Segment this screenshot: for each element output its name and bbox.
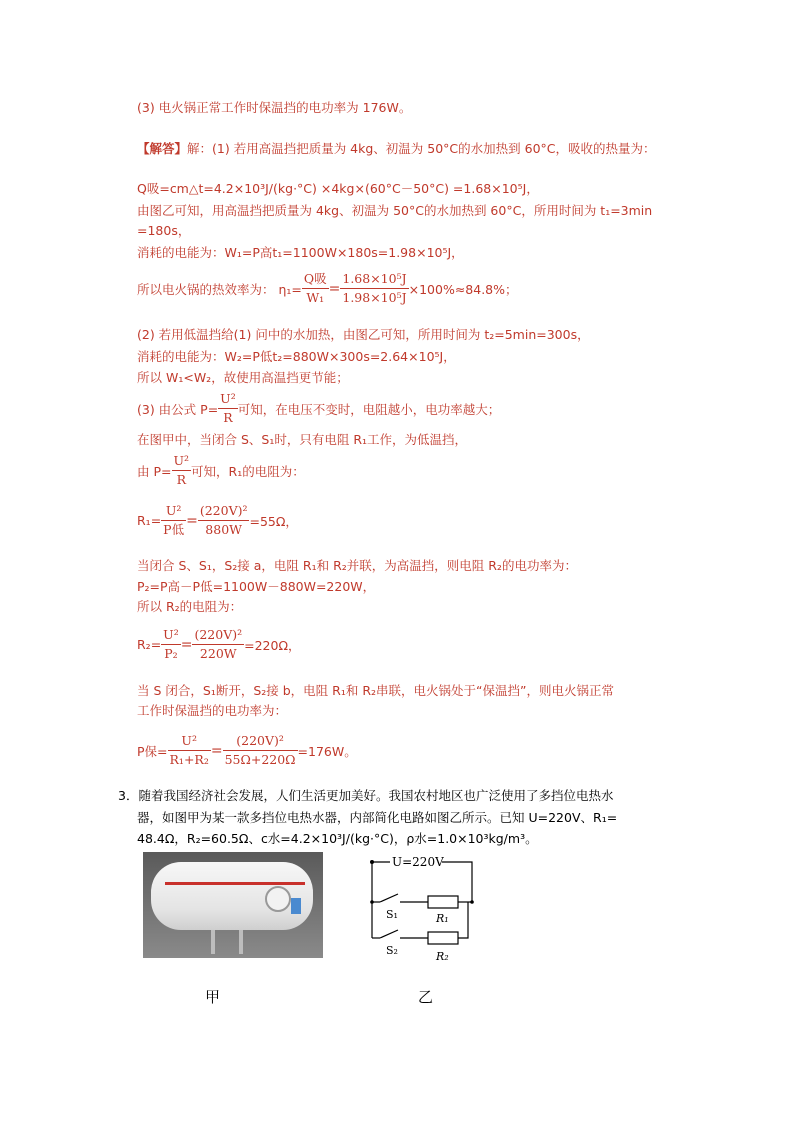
line12-suffix: 可知，R₁的电阻为： [191,463,305,479]
u2: U² [161,626,181,645]
spec-label [291,898,301,914]
r2-equation [137,626,301,663]
r2-prefix: R₂= [137,637,162,652]
pb-suffix: =176W。 [297,743,357,759]
line12-prefix: 由 P= [137,463,172,479]
junction-a [370,900,374,904]
question3-line-3: 48.4Ω，R₂=60.5Ω、c水=4.2×10³J/(kg·°C)，ρ水=1.0×10³kg/m³。 [137,831,538,846]
eta-num-b: 1.68×10⁵J [340,270,408,289]
eta-den-a: W₁ [306,290,325,305]
question3-line-2: 器，如图甲为某一款多挡位电热水器，内部简化电路如图乙所示。已知 U=220V、R₁= [137,810,618,825]
circuit-r2-label: R₂ [436,950,449,963]
answer-line-4: =180s， [137,223,191,238]
r1-den-b: 880W [205,522,243,537]
water-heater-tank [151,862,313,930]
pb-num-b: (220V)² [223,732,298,751]
equals-sign: = [186,512,198,529]
r2-den-b: 220W [199,646,237,661]
item3-conclusion: (3) 电火锅正常工作时保温挡的电功率为 176W。 [137,100,412,115]
efficiency-equation [137,270,518,307]
circuit-u-label: U=220V [392,855,444,869]
pb-fraction-b [223,732,298,769]
circuit-r1-label: R₁ [436,912,449,925]
answer-line-9: 所以 W₁<W₂，故使用高温挡更节能； [137,370,349,385]
equals-sign: = [180,636,193,653]
r: R [176,472,186,487]
r1-den-a: P低 [163,522,185,537]
line10-prefix: (3) 由公式 P= [137,401,219,417]
answer-line-16: 当 S 闭合，S₁断开，S₂接 b，电阻 R₁和 R₂串联，电火锅处于“保温挡”，则电火锅正常 [137,683,614,698]
eta-fraction-b [340,270,408,307]
answer-line-14: P₂=P高－P低=1100W－880W=220W， [137,579,376,594]
r1-num-b: (220V)² [198,502,250,521]
pb-fraction-a [168,732,211,769]
resistor-r2-icon [428,932,458,944]
switch-s1-icon [380,894,398,902]
water-heater-photo [143,852,323,958]
r1-fraction-a [161,502,186,539]
answer-line-8: 消耗的电能为：W₂=P低t₂=880W×300s=2.64×10⁵J， [137,349,456,364]
eta-den-b: 1.98×10⁵J [342,290,407,305]
pb-equation [137,732,357,769]
r1-equation [137,502,298,539]
thermostat-dial-icon [265,886,291,912]
eta-num-a: Q吸 [302,270,329,289]
inlet-pipe [211,930,215,954]
equals-sign: = [210,742,223,759]
u2: U² [218,390,238,409]
caption-yi: 乙 [418,988,434,1006]
resistor-r1-icon [428,896,458,908]
pb-den-b: 55Ω+220Ω [224,752,296,767]
u2: U² [168,732,211,751]
answer-tag: 【解答】 [137,141,188,156]
u2-over-r-2 [172,452,192,489]
answer-line-2: Q吸=cm△t=4.2×10³J/(kg·°C) ×4kg×(60°C－50°C) =1.68×10⁵J， [137,181,539,196]
r2-fraction-b [192,626,244,663]
circuit-s1-label: S₁ [386,908,398,921]
caption-jia: 甲 [205,988,221,1006]
u2: U² [172,452,192,471]
equals-sign: = [328,280,341,297]
answer-line-5: 消耗的电能为：W₁=P高t₁=1100W×180s=1.98×10⁵J， [137,245,464,260]
answer-line-3: 由图乙可知，用高温挡把质量为 4kg、初温为 50°C的水加热到 60°C，所用时间为 t₁=3min [137,203,653,218]
r2-fraction-a [161,626,181,663]
power-formula-line-2 [137,452,305,489]
answer-line-15: 所以 R₂的电阻为： [137,599,243,614]
line10-suffix: 可知，在电压不变时，电阻越小，电功率越大； [237,401,501,417]
r1-fraction-b [198,502,250,539]
r: R [223,410,233,425]
answer-line-7: (2) 若用低温挡给(1) 问中的水加热，由图乙可知，所用时间为 t₂=5min=300s， [137,327,590,342]
eta-suffix: ×100%≈84.8%； [408,281,518,297]
terminal-left [370,860,374,864]
circuit-s2-label: S₂ [386,944,398,957]
r2-den-a: P₂ [164,646,178,661]
answer-line-1 [137,140,656,158]
circuit-diagram [352,852,482,964]
branch2-wire-c [458,902,468,938]
junction-b [470,900,474,904]
answer-text: 解：(1) 若用高温挡把质量为 4kg、初温为 50°C的水加热到 60°C，吸收的热量为： [187,141,656,156]
eta-fraction-a [302,270,329,307]
tank-stripe [165,882,305,885]
outlet-pipe [239,930,243,954]
r1-suffix: =55Ω， [249,513,298,529]
r2-num-b: (220V)² [192,626,244,645]
answer-line-17: 工作时保温挡的电功率为： [137,703,288,718]
pb-prefix: P保= [137,743,168,759]
r2-suffix: =220Ω， [244,637,301,653]
r1-prefix: R₁= [137,513,162,528]
power-formula-line [137,390,500,427]
eta-prefix: 所以电火锅的热效率为： η₁= [137,281,302,297]
u2-over-r [218,390,238,427]
answer-line-11: 在图甲中，当闭合 S、S₁时，只有电阻 R₁工作，为低温挡， [137,432,468,447]
question3-line-1: 3．随着我国经济社会发展，人们生活更加美好。我国农村地区也广泛使用了多挡位电热水 [118,788,614,803]
switch-s2-icon [380,930,398,938]
u2: U² [161,502,186,521]
answer-line-13: 当闭合 S、S₁，S₂接 a，电阻 R₁和 R₂并联，为高温挡，则电阻 R₂的电功率为： [137,558,577,573]
pb-den-a: R₁+R₂ [169,752,209,767]
